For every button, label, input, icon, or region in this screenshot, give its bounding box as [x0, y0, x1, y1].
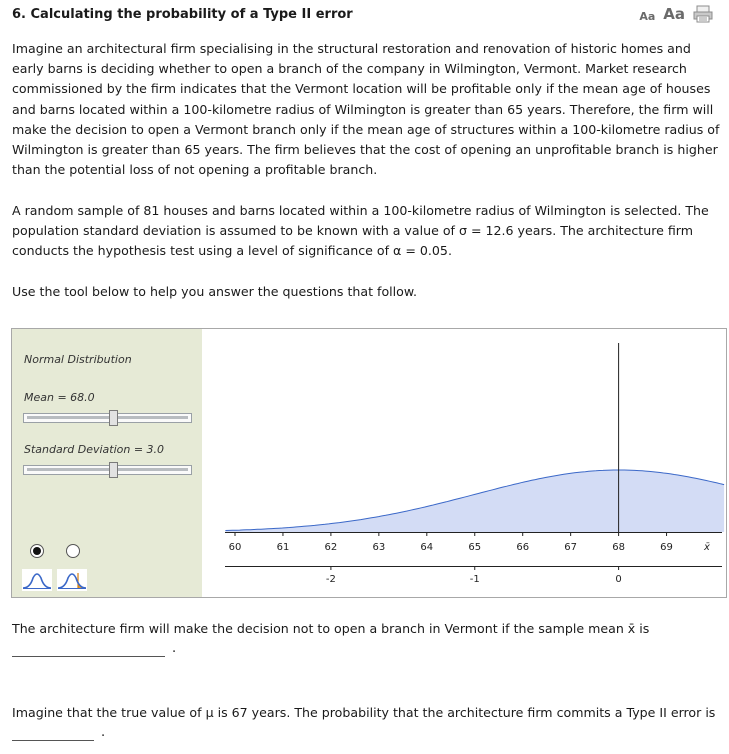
answer-1-period: . [172, 641, 177, 656]
decrease-font-button[interactable]: Aa [639, 10, 656, 23]
tool-instruction: Use the tool below to help you answer the questions that follow. [12, 284, 418, 299]
sd-slider-thumb[interactable] [109, 462, 118, 478]
sd-slider-track [27, 468, 188, 471]
x-tick-label: 67 [564, 542, 578, 553]
sd-slider[interactable] [23, 465, 192, 475]
x-tick-label: 63 [372, 542, 386, 553]
tool-heading: Normal Distribution [24, 353, 132, 366]
x-tick-label: 68 [612, 542, 625, 553]
answer-2-period: . [101, 725, 106, 740]
normal-distribution-tool [11, 328, 727, 598]
mean-slider-thumb[interactable] [109, 410, 118, 426]
z-tick-label: 0 [615, 574, 622, 585]
tool-control-panel [12, 329, 202, 597]
x-tick-label: 69 [660, 542, 673, 553]
question-1-text: The architecture firm will make the decision not to open a branch in Vermont if the sample mean x̄ is [12, 621, 650, 636]
z-tick-label: -2 [325, 574, 336, 585]
problem-paragraph-2: A random sample of 81 houses and barns located within a 100-kilometre radius of Wilmington is selected. The population standard deviation is assumed to be known with a value of σ = 12.6 years. The architecture firm conducts the hypothesis test using a level of significance of α = 0.05. [12, 203, 709, 259]
font-size-tools [639, 5, 713, 23]
x-axis-symbol: x̄ [704, 542, 710, 553]
mean-label: Mean = 68.0 [24, 391, 95, 404]
question-2-text: Imagine that the true value of μ is 67 years. The probability that the architecture firm commits a Type II error is [12, 705, 716, 720]
curve-area [225, 470, 724, 532]
mean-slider[interactable] [23, 413, 192, 423]
z-axis-ticks [326, 566, 622, 585]
answer-2-dropdown[interactable] [12, 739, 94, 741]
z-tick-label: -1 [469, 574, 480, 585]
x-tick-label: 60 [228, 542, 242, 553]
x-tick-label: 61 [276, 542, 290, 553]
question-title: 6. Calculating the probability of a Type II error [12, 7, 353, 22]
shaded-curve-icon[interactable] [57, 569, 87, 591]
radio-mode-2[interactable] [66, 544, 80, 558]
print-icon[interactable] [693, 5, 713, 23]
distribution-chart [202, 329, 725, 597]
x-tick-label: 66 [516, 542, 530, 553]
radio-mode-1[interactable] [30, 544, 44, 558]
normal-curve-icon[interactable] [22, 569, 52, 591]
sd-label: Standard Deviation = 3.0 [24, 443, 165, 456]
x-tick-label: 62 [324, 542, 338, 553]
problem-paragraph-1: Imagine an architectural firm specialising in the structural restoration and renovation of historic homes and early barns is deciding whether to open a branch of the company in Wilmington, Vermont. Market research commissioned by the firm indicates that the Vermont location will be profitable only if the mean age of houses and barns located within a 100-kilometre radius of Wilmington is greater than 65 years. Therefore, the firm will make the decision to open a Vermont branch only if the mean age of structures within a 100-kilometre radius of Wilmington is greater than 65 years. The firm believes that the cost of opening an unprofitable branch is higher than the potential loss of not opening a profitable branch. [12, 41, 720, 178]
mean-slider-track [27, 416, 188, 419]
answer-1-dropdown[interactable] [12, 655, 165, 657]
increase-font-button[interactable]: Aa [663, 5, 685, 23]
x-tick-label: 64 [420, 542, 434, 553]
x-tick-label: 65 [468, 542, 482, 553]
x-axis-ticks [229, 532, 710, 553]
